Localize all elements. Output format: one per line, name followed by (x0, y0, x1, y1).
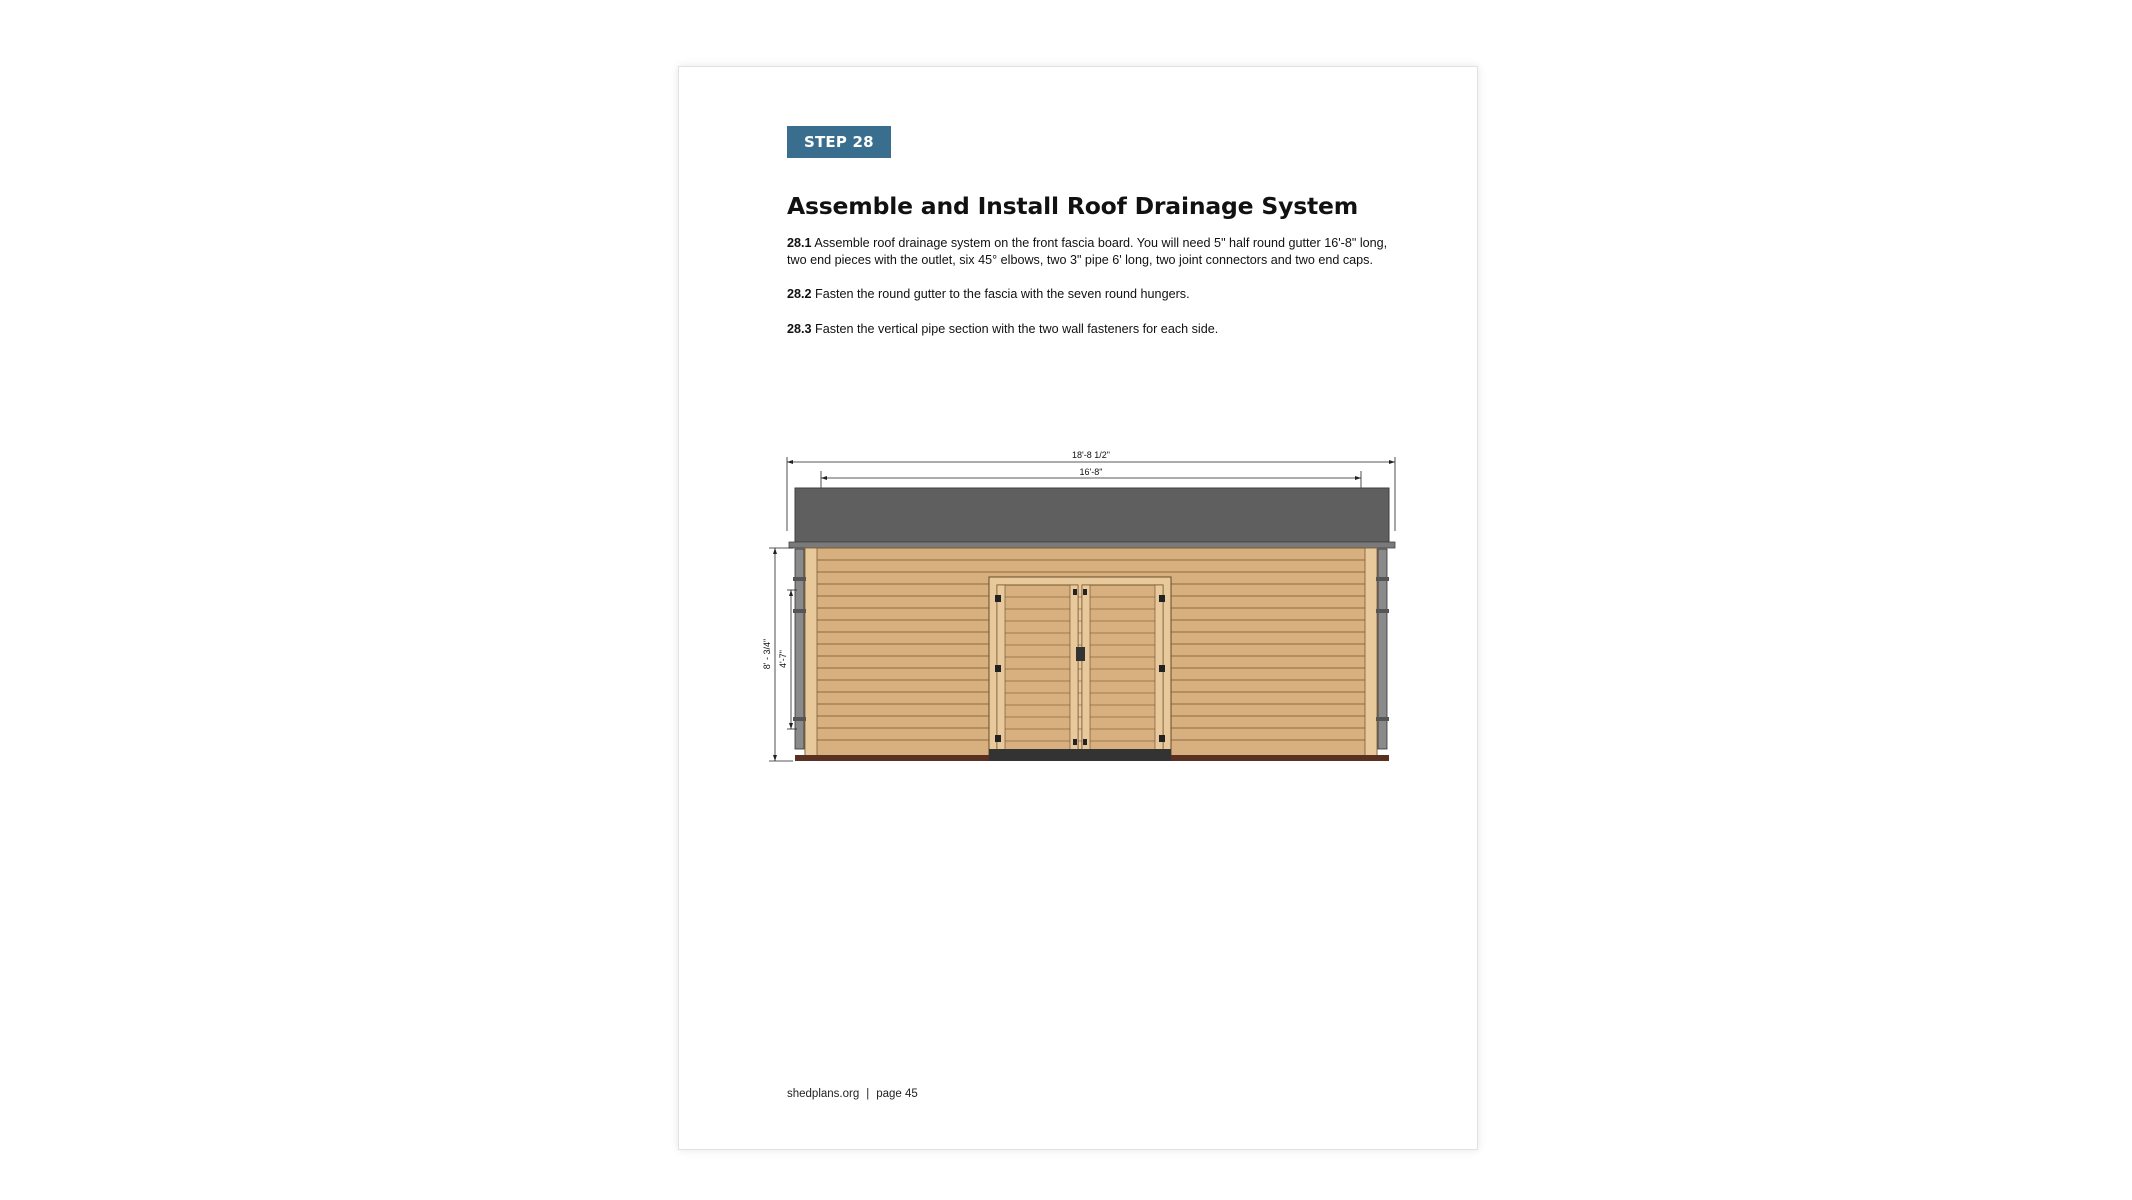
instruction-text: Fasten the round gutter to the fascia with the seven round hungers. (815, 287, 1190, 302)
page-footer (787, 1088, 918, 1100)
dimension-label-overall-width: 18'-8 1/2" (1072, 450, 1110, 460)
corner-trim-left (805, 548, 817, 756)
downspout-left (793, 549, 806, 749)
document-page (678, 66, 1478, 1150)
dimension-label-gutter-length: 16'-8" (1079, 467, 1103, 477)
door-latch (1076, 647, 1085, 661)
footer-separator: | (866, 1088, 870, 1100)
page-title: Assemble and Install Roof Drainage System (787, 192, 1359, 220)
instruction-number: 28.2 (787, 287, 812, 302)
instruction-item (787, 286, 1402, 303)
gutter (789, 542, 1395, 548)
footer-site: shedplans.org (787, 1088, 860, 1100)
dimension-label-wall-height: 8' - 3/4" (762, 638, 772, 670)
instruction-number: 28.1 (787, 236, 812, 250)
step-badge: STEP 28 (787, 126, 891, 158)
footer-page-number: page 45 (876, 1088, 918, 1100)
dimension-label-pipe-height: 4'-7" (778, 650, 788, 668)
instruction-text: Assemble roof drainage system on the front fascia board. You will need 5" half round gutter 16'-8" long, two end pieces with the outlet, six 45° elbows, two 3" pipe 6' long, two joint connectors and two end caps. (787, 236, 1388, 268)
instruction-text: Fasten the vertical pipe section with the two wall fasteners for each side. (815, 321, 1219, 336)
instruction-item (787, 235, 1402, 269)
downspout-right (1376, 549, 1389, 749)
shed-front-elevation-drawing (762, 449, 1365, 771)
roof (795, 488, 1389, 542)
instruction-number: 28.3 (787, 321, 812, 336)
door-threshold (989, 749, 1171, 761)
instructions (787, 235, 1402, 355)
instruction-item (787, 321, 1402, 338)
corner-trim-right (1365, 548, 1377, 756)
